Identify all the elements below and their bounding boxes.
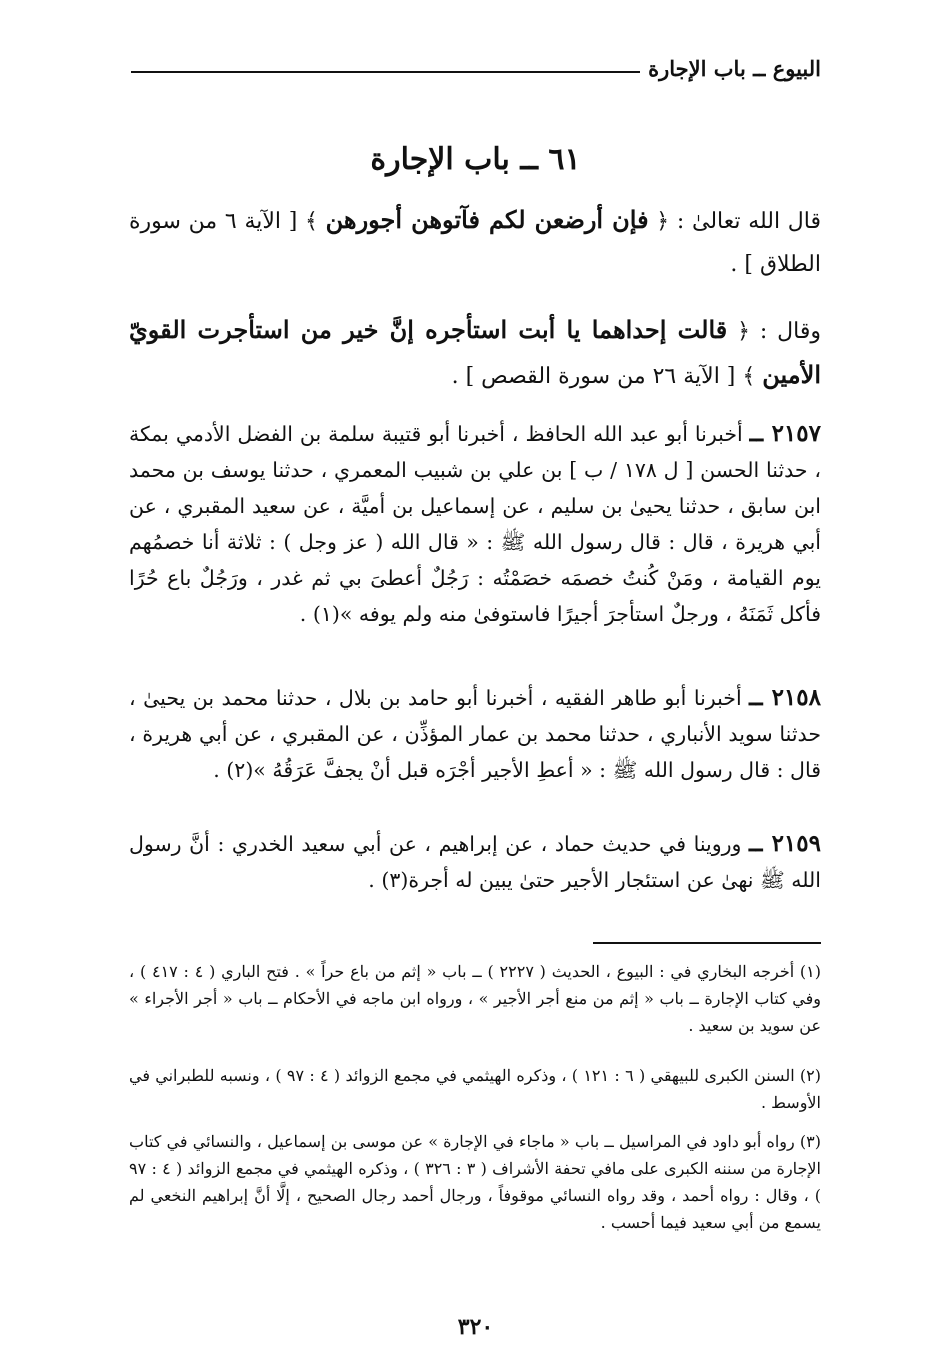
chapter-title: ٦١ ــ باب الإجارة xyxy=(370,142,581,177)
running-head xyxy=(131,52,821,84)
hadith-number: ٢١٥٩ ــ xyxy=(749,830,821,857)
verse-outro: ﴾ [ الآية ٦ من سورة الطلاق ] . xyxy=(129,209,821,277)
hadith-paragraph xyxy=(129,416,821,632)
running-head-rule xyxy=(131,71,640,73)
verse-outro: ﴾ [ الآية ٢٦ من سورة القصص ] . xyxy=(451,364,756,389)
verse-quote: قالت إحداهما يا أبت استأجره إنَّ خير من استأجرت القويّ الأمين xyxy=(129,315,821,389)
verse-paragraph xyxy=(129,198,821,286)
verse-intro: وقال : ﴿ xyxy=(737,319,821,344)
hadith-number: ٢١٥٧ ــ xyxy=(749,420,821,447)
hadith-paragraph xyxy=(129,680,821,788)
hadith-text: أخبرنا أبو عبد الله الحافظ ، أخبرنا أبو قتيبة سلمة بن الفضل الأدمي بمكة ، حدثنا الحسن [ ل ١٧٨ / ب ] بن علي بن شبيب المعمري ، حدثنا يوسف بن محمد ابن سابق ، حدثنا يحيىٰ بن سليم ، عن إسماعيل بن أميَّة ، عن سعيد المقبري ، عن أبي هريرة ، قال : قال رسول الله ﷺ : « قال الله ( عز وجل ) : ثلاثة أنا خصمُهم يوم القيامة ، ومَنْ كُنتُ خصمَه خصَمْتُه : رَجُلٌ أعطىَ بي ثم غدر ، ورَجُلٌ باع حُرًا فأكل ثَمَنَهُ ، ورجلٌ استأجرَ أجيرًا فاستوفىٰ منه ولم يوفه »(١) . xyxy=(129,422,822,626)
verse-paragraph xyxy=(129,308,821,398)
hadith-number: ٢١٥٨ ــ xyxy=(749,684,821,711)
verse-quote: فإن أرضعن لكم فآتوهن أجورهن xyxy=(325,205,649,234)
verse-intro: قال الله تعالىٰ : ﴿ xyxy=(656,209,822,234)
footnote: (٢) السنن الكبرى للبيهقي ( ٦ : ١٢١ ) ، وذكره الهيثمي في مجمع الزوائد ( ٤ : ٩٧ ) ، ونسبه للطبراني في الأوسط . xyxy=(129,1066,822,1112)
footnote: (١) أخرجه البخاري في : البيوع ، الحديث ( ٢٢٢٧ ) ــ باب « إثم من باع حراً » . فتح الباري ( ٤ : ٤١٧ ) ، وفي كتاب الإجارة ــ باب « إثم من منع أجر الأجير » ، ورواه ابن ماجه في الأحكام ــ باب « أجر الأجراء » عن سويد بن سعيد . xyxy=(129,962,822,1035)
footnote-rule xyxy=(593,942,821,944)
hadith-text: أخبرنا أبو طاهر الفقيه ، أخبرنا أبو حامد بن بلال ، حدثنا محمد بن يحيىٰ ، حدثنا سويد الأنباري ، حدثنا محمد بن عمار المؤذِّن ، عن المقبري ، عن أبي هريرة ، قال : قال رسول الله ﷺ : « أعطِ الأجير أجْرَه قبل أنْ يجفَّ عَرَقُهُ »(٢) . xyxy=(129,686,821,782)
running-head-title: البيوع ــ باب الإجارة xyxy=(648,55,821,81)
hadith-text: وروينا في حديث حماد ، عن إبراهيم ، عن أبي سعيد الخدري : أنَّ رسول الله ﷺ نهىٰ عن استئجار الأجير حتىٰ يبين له أجرة(٣) . xyxy=(129,832,821,892)
hadith-paragraph xyxy=(129,826,821,898)
footnote: (٣) رواه أبو داود في المراسيل ــ باب « ماجاء في الإجارة » عن موسى بن إسماعيل ، والنسائي في كتاب الإجارة من سننه الكبرى على مافي تحفة الأشراف ( ٣ : ٣٢٦ ) ، وذكره الهيثمي في مجمع الزوائد ( ٤ : ٩٧ ) ، وقال : رواه أحمد ، وقد رواه النسائي موقوفاً ، ورجال أحمد رجال الصحيح ، إلَّا أنَّ إبراهيم النخعي لم يسمع من أبي سعيد فيما أحسب . xyxy=(129,1132,822,1232)
page-number: ٣٢٠ xyxy=(457,1314,494,1340)
